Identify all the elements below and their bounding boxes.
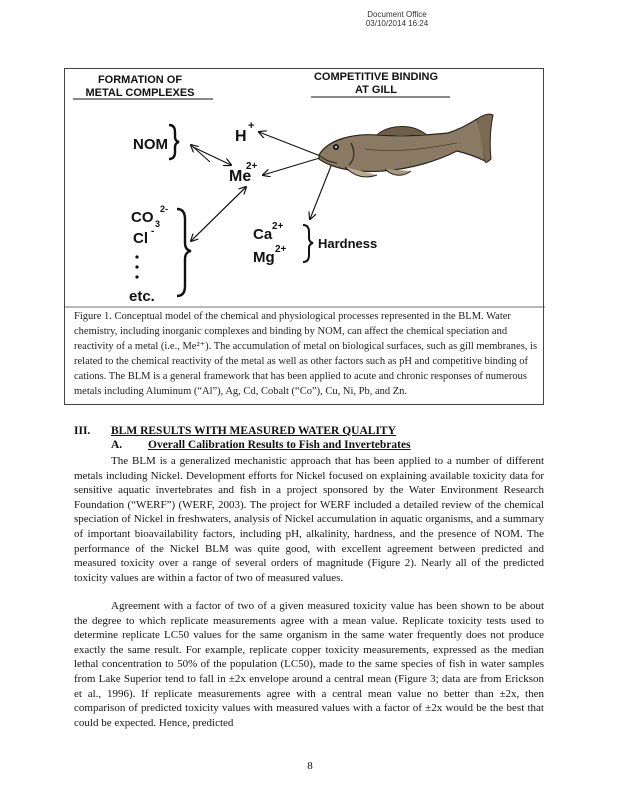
arrow-to-h [259, 132, 323, 157]
inorganic-brace [177, 209, 191, 296]
fish-illustration [319, 114, 493, 177]
cl-label: Cl [133, 230, 148, 247]
header-formation-line2: METAL COMPLEXES [85, 87, 195, 99]
ellipsis-dot [135, 255, 138, 258]
h-charge: + [248, 120, 255, 132]
co3-subscript: 3 [155, 219, 161, 229]
me-label: Me [229, 168, 252, 185]
arrow-to-ca [310, 161, 333, 219]
arrow-to-me [263, 157, 323, 175]
header-formation-line1: FORMATION OF [97, 74, 183, 86]
arrow-inorganic-to-me [193, 187, 246, 239]
subsection-letter: A. [111, 439, 123, 451]
cl-charge: - [151, 226, 155, 237]
me-charge: 2+ [246, 161, 258, 172]
ca-charge: 2+ [272, 221, 284, 232]
hardness-label: Hardness [318, 236, 378, 251]
body-paragraph-2: Agreement with a factor of two of a given measured toxicity value has been shown to be about the degree to which replicate measurements agree with a mean value. Replicate toxicity tests used to determine replicate LC50 values for the same organism in the same water frequently does not produce exactly the same result. For example, replicate copper toxicity measurements, expressed as the median lethal concentration to 50% of the population (LC50), made to the same species of fish in water samples from Lake Superior tend to fall in ±2x envelope around a central mean (Figure 3; data are from Erickson et al., 1996). If replicate measurements agree with a central mean value no better than ±2x, then comparison of predicted toxicity values with measured values with a factor of ±2x would be the best that could be expected. Hence, predicted [74, 600, 544, 729]
co3-label: CO [131, 209, 154, 226]
page-number: 8 [307, 760, 313, 772]
ellipsis-dot [135, 265, 138, 268]
section-number: III. [74, 425, 91, 437]
body-paragraph-1: The BLM is a generalized mechanistic approach that has been applied to a number of different metals including Nickel. Development efforts for Nickel focused on explaining available toxicity data for sensitive aquatic invertebrates and fish in a project sponsored by the Water Environment Research Foundation (“WERF”) (WERF, 2003). The project for WERF included a detailed review of the chemical speciation of Nickel in freshwaters, analysis of Nickel accumulation in aquatic organisms, and a summary of important bioavailability factors, including pH, alkalinity, hardness, and the presence of NOM. The performance of the Nickel BLM was quite good, with excellent agreement between predicted and measured toxicity over a range of several orders of magnitude (Figure 2). Nearly all of the predicted toxicity values are within a factor of two of measured values. [74, 455, 544, 584]
nom-label: NOM [133, 136, 168, 153]
mg-charge: 2+ [275, 244, 287, 255]
header-competitive-line2: AT GILL [355, 84, 397, 96]
h-label: H [235, 128, 247, 145]
co3-charge: 2- [160, 204, 169, 214]
ca-label: Ca [253, 226, 273, 243]
section-title: BLM RESULTS WITH MEASURED WATER QUALITY [111, 425, 396, 437]
stamp-line-1: Document Office [367, 10, 427, 19]
figure-1-caption: Figure 1. Conceptual model of the chemical and physiological processes represented in the BLM. Water chemistry, including inorganic complexes and binding by NOM, can affect the chemical speciation and reactivity of a metal (i.e., Me²⁺). The accumulation of metal on biological surfaces, such as gill membranes, is related to the chemical reactivity of the metal as well as other factors such as pH and competitive binding of cations. The BLM is a general framework that has been applied to acute and chronic responses of numerous metals including Aluminum (“Al”), Ag, Cd, Cobalt (“Co”), Cu, Ni, Pb, and Zn. [74, 311, 538, 397]
arrow-nom-to-me [193, 147, 231, 165]
ellipsis-dot [135, 275, 138, 278]
subsection-title: Overall Calibration Results to Fish and Invertebrates [148, 439, 411, 451]
stamp-line-2: 03/10/2014 16:24 [365, 19, 429, 28]
nom-brace [169, 125, 179, 159]
header-competitive-line1: COMPETITIVE BINDING [313, 71, 439, 83]
hardness-brace [303, 225, 313, 262]
mg-label: Mg [253, 249, 275, 266]
etc-label: etc. [129, 288, 155, 305]
filing-stamp [362, 10, 432, 28]
